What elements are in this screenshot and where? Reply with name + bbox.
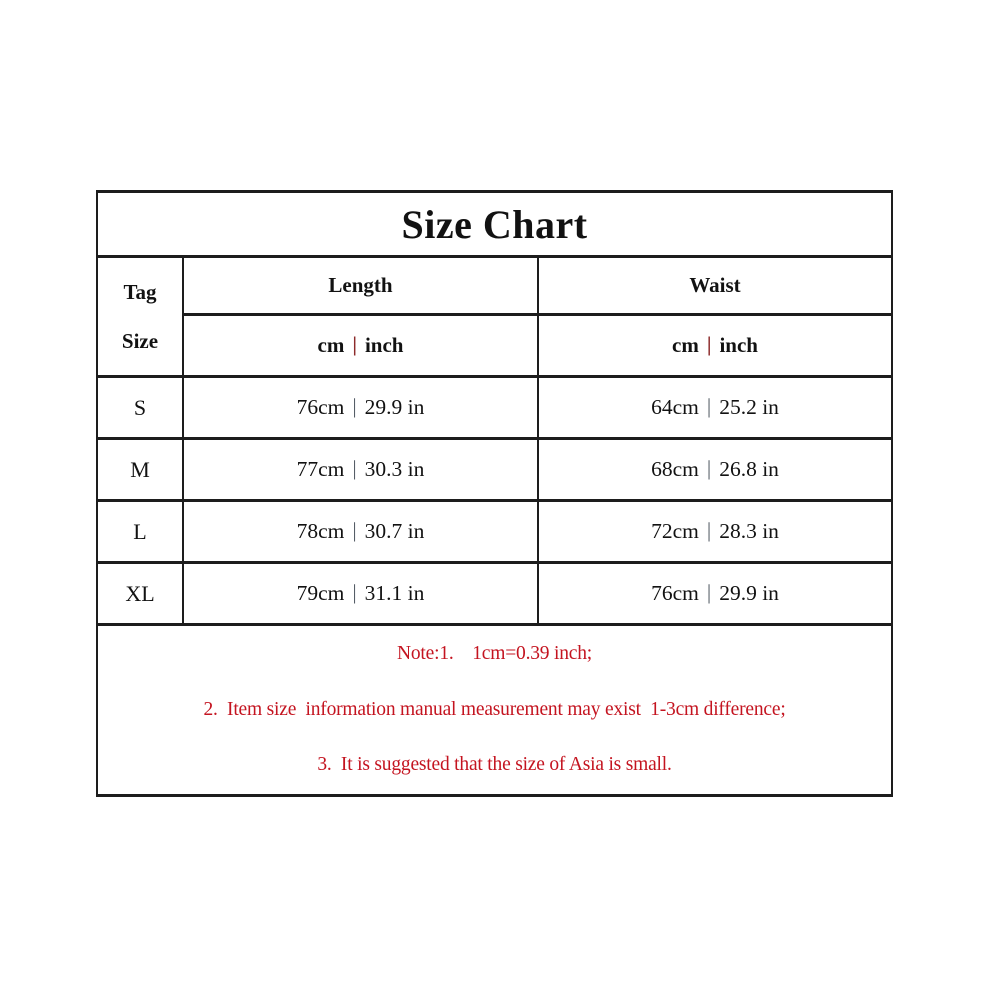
note-line-2: 2. Item size information manual measurement may exist 1-3cm difference; — [203, 698, 786, 720]
table-row-l — [97, 501, 892, 563]
length-cell — [183, 501, 538, 563]
size-chart-table — [96, 190, 893, 797]
size-cell: L — [97, 501, 183, 563]
waist-inch-value: 28.3 in — [719, 519, 779, 543]
waist-cell — [538, 439, 892, 501]
note-line-3: 3. It is suggested that the size of Asia is small. — [317, 754, 672, 776]
waist-inch-value: 29.9 in — [719, 581, 779, 605]
unit-cm-label: cm — [317, 333, 345, 357]
size-label: Size — [121, 328, 159, 353]
waist-cm-value: 76cm — [651, 581, 699, 605]
length-cm-value: 79cm — [296, 581, 345, 605]
size-cell: M — [97, 439, 183, 501]
length-cell — [183, 563, 538, 625]
unit-inch-label: inch — [364, 333, 404, 357]
unit-inch-label: inch — [719, 333, 758, 357]
waist-inch-value: 25.2 in — [719, 395, 779, 419]
unit-header-length — [183, 315, 538, 377]
note-line-1: Note:1. 1cm=0.39 inch; — [397, 643, 593, 665]
pipe-separator: | — [352, 518, 357, 542]
length-cell — [183, 439, 538, 501]
length-inch-value: 30.3 in — [364, 457, 425, 481]
pipe-separator: | — [706, 518, 712, 542]
notes-section — [97, 625, 892, 796]
length-cm-value: 77cm — [296, 457, 345, 481]
length-inch-value: 31.1 in — [364, 581, 425, 605]
waist-cm-value: 64cm — [651, 395, 699, 419]
col-header-tag-size — [97, 257, 183, 377]
table-row-m — [97, 439, 892, 501]
col-header-length: Length — [183, 257, 538, 315]
table-row-s — [97, 377, 892, 439]
length-inch-value: 30.7 in — [364, 519, 425, 543]
length-inch-value: 29.9 in — [364, 395, 425, 419]
unit-header-waist — [538, 315, 892, 377]
table-row-xl — [97, 563, 892, 625]
col-header-waist: Waist — [538, 257, 892, 315]
length-cm-value: 78cm — [296, 519, 345, 543]
size-cell: XL — [97, 563, 183, 625]
length-cell — [183, 377, 538, 439]
notes-row — [97, 625, 892, 796]
waist-inch-value: 26.8 in — [719, 457, 779, 481]
size-chart — [96, 190, 893, 797]
tag-label: Tag — [123, 279, 157, 304]
length-cm-value: 76cm — [296, 395, 345, 419]
pipe-separator: | — [706, 394, 712, 418]
page-title: Size Chart — [97, 192, 892, 257]
pipe-separator: | — [352, 332, 357, 356]
pipe-separator: | — [352, 580, 357, 604]
title-row — [97, 192, 892, 257]
column-header-row — [97, 257, 892, 315]
pipe-separator: | — [706, 580, 712, 604]
waist-cell — [538, 377, 892, 439]
pipe-separator: | — [352, 456, 357, 480]
unit-header-row — [97, 315, 892, 377]
waist-cm-value: 72cm — [651, 519, 699, 543]
size-cell: S — [97, 377, 183, 439]
pipe-separator: | — [706, 456, 712, 480]
waist-cm-value: 68cm — [651, 457, 699, 481]
pipe-separator: | — [706, 332, 712, 356]
waist-cell — [538, 501, 892, 563]
waist-cell — [538, 563, 892, 625]
pipe-separator: | — [352, 394, 357, 418]
unit-cm-label: cm — [672, 333, 699, 357]
